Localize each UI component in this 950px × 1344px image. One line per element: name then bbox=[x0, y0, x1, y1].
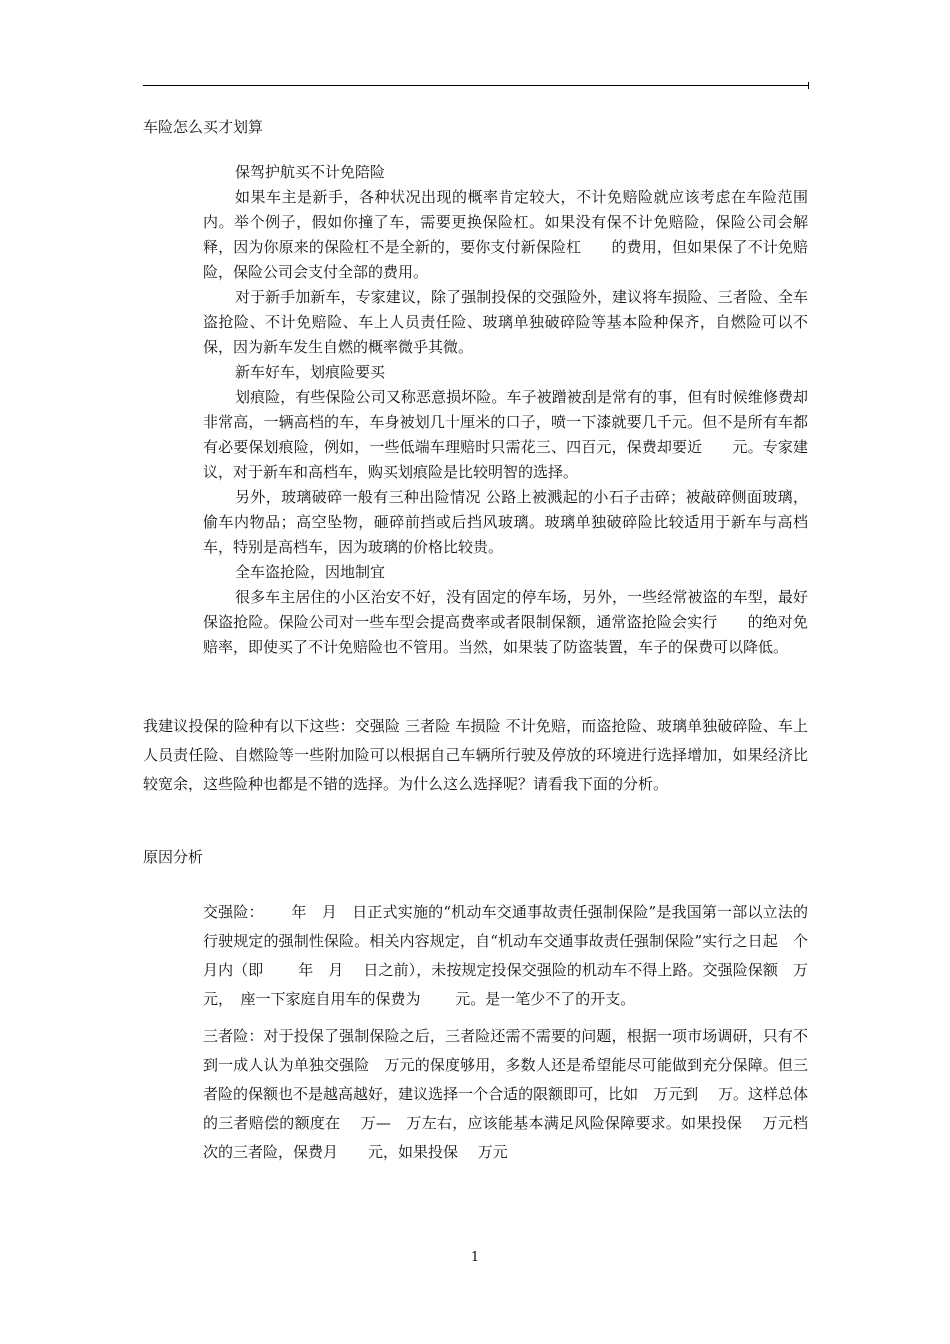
section-analysis bbox=[203, 898, 808, 1175]
heading-reason-analysis: 原因分析 bbox=[143, 848, 204, 866]
page-number: 1 bbox=[470, 1250, 480, 1265]
subheading-scratch-insurance: 新车好车，划痕险要买 bbox=[235, 363, 386, 381]
paragraph-scratch-insurance: 划痕险，有些保险公司又称恶意损坏险。车子被蹭被刮是常有的事，但有时候维修费却非常高，一辆高档的车，车身被划几十厘米的口子，喷一下漆就要几千元。但不是所有车都有必要保划痕险，例如，一些低端车理赔时只需花三、四百元，保费却要近 元。专家建议，对于新车和高档车，购买划痕险是比较明智的选择。 bbox=[203, 388, 808, 481]
subheading-no-deductible: 保驾护航买不计免陪险 bbox=[235, 163, 386, 181]
paragraph-theft-insurance: 很多车主居住的小区治安不好，没有固定的停车场，另外，一些经常被盗的车型，最好保盗抢险。保险公司对一些车型会提高费率或者限制保额，通常盗抢险会实行 的绝对免赔率，即使买了不计免赔险也不管用。当然，如果装了防盗装置，车子的保费可以降低。 bbox=[203, 588, 808, 656]
header-rule bbox=[143, 85, 808, 86]
paragraph-compulsory-insurance: 交强险： 年 月 日正式实施的“机动车交通事故责任强制保险”是我国第一部以立法的行驶规定的强制性保险。相关内容规定，自“机动车交通事故责任强制保险”实行之日起 个月内（即 年 月 日之前），未按规定投保交强险的机动车不得上路。交强险保额 万元， 座一下家庭自用车的保费为 元。是一笔少不了的开支。 bbox=[203, 903, 808, 1008]
header-rule-tick bbox=[808, 82, 809, 89]
subheading-theft-insurance: 全车盗抢险，因地制宜 bbox=[235, 563, 386, 581]
paragraph-new-driver-advice: 对于新手加新车，专家建议，除了强制投保的交强险外，建议将车损险、三者险、全车盗抢险、不计免赔险、车上人员责任险、玻璃单独破碎险等基本险种保齐，自燃险可以不保，因为新车发生自燃的概率微乎其微。 bbox=[203, 288, 808, 356]
section-tips bbox=[203, 160, 808, 660]
paragraph-no-deductible: 如果车主是新手，各种状况出现的概率肯定较大，不计免赔险就应该考虑在车险范围内。举个例子，假如你撞了车，需要更换保险杠。如果没有保不计免赔险，保险公司会解释，因为你原来的保险杠不是全新的，要你支付新保险杠 的费用，但如果保了不计免赔险，保险公司会支付全部的费用。 bbox=[203, 188, 808, 281]
document-title: 车险怎么买才划算 bbox=[143, 118, 264, 136]
paragraph-third-party-insurance: 三者险：对于投保了强制保险之后，三者险还需不需要的问题，根据一项市场调研，只有不到一成人认为单独交强险 万元的保度够用，多数人还是希望能尽可能做到充分保障。但三者险的保额也不是越高越好，建议选择一个合适的限额即可，比如 万元到 万。这样总体的三者赔偿的额度在 万— 万左右，应该能基本满足风险保障要求。如果投保 万元档次的三者险，保费月 元，如果投保 万元 bbox=[203, 1027, 808, 1161]
paragraph-recommendation: 我建议投保的险种有以下这些：交强险 三者险 车损险 不计免赔，而盗抢险、玻璃单独破碎险、车上人员责任险、自燃险等一些附加险可以根据自己车辆所行驶及停放的环境进行选择增加，如果经济比较宽余，这些险种也都是不错的选择。为什么这么选择呢？请看我下面的分析。 bbox=[143, 717, 808, 793]
paragraph-glass-breakage: 另外，玻璃破碎一般有三种出险情况 公路上被溅起的小石子击碎；被敲碎侧面玻璃，偷车内物品；高空坠物，砸碎前挡或后挡风玻璃。玻璃单独破碎险比较适用于新车与高档车，特别是高档车，因为玻璃的价格比较贵。 bbox=[203, 488, 808, 556]
